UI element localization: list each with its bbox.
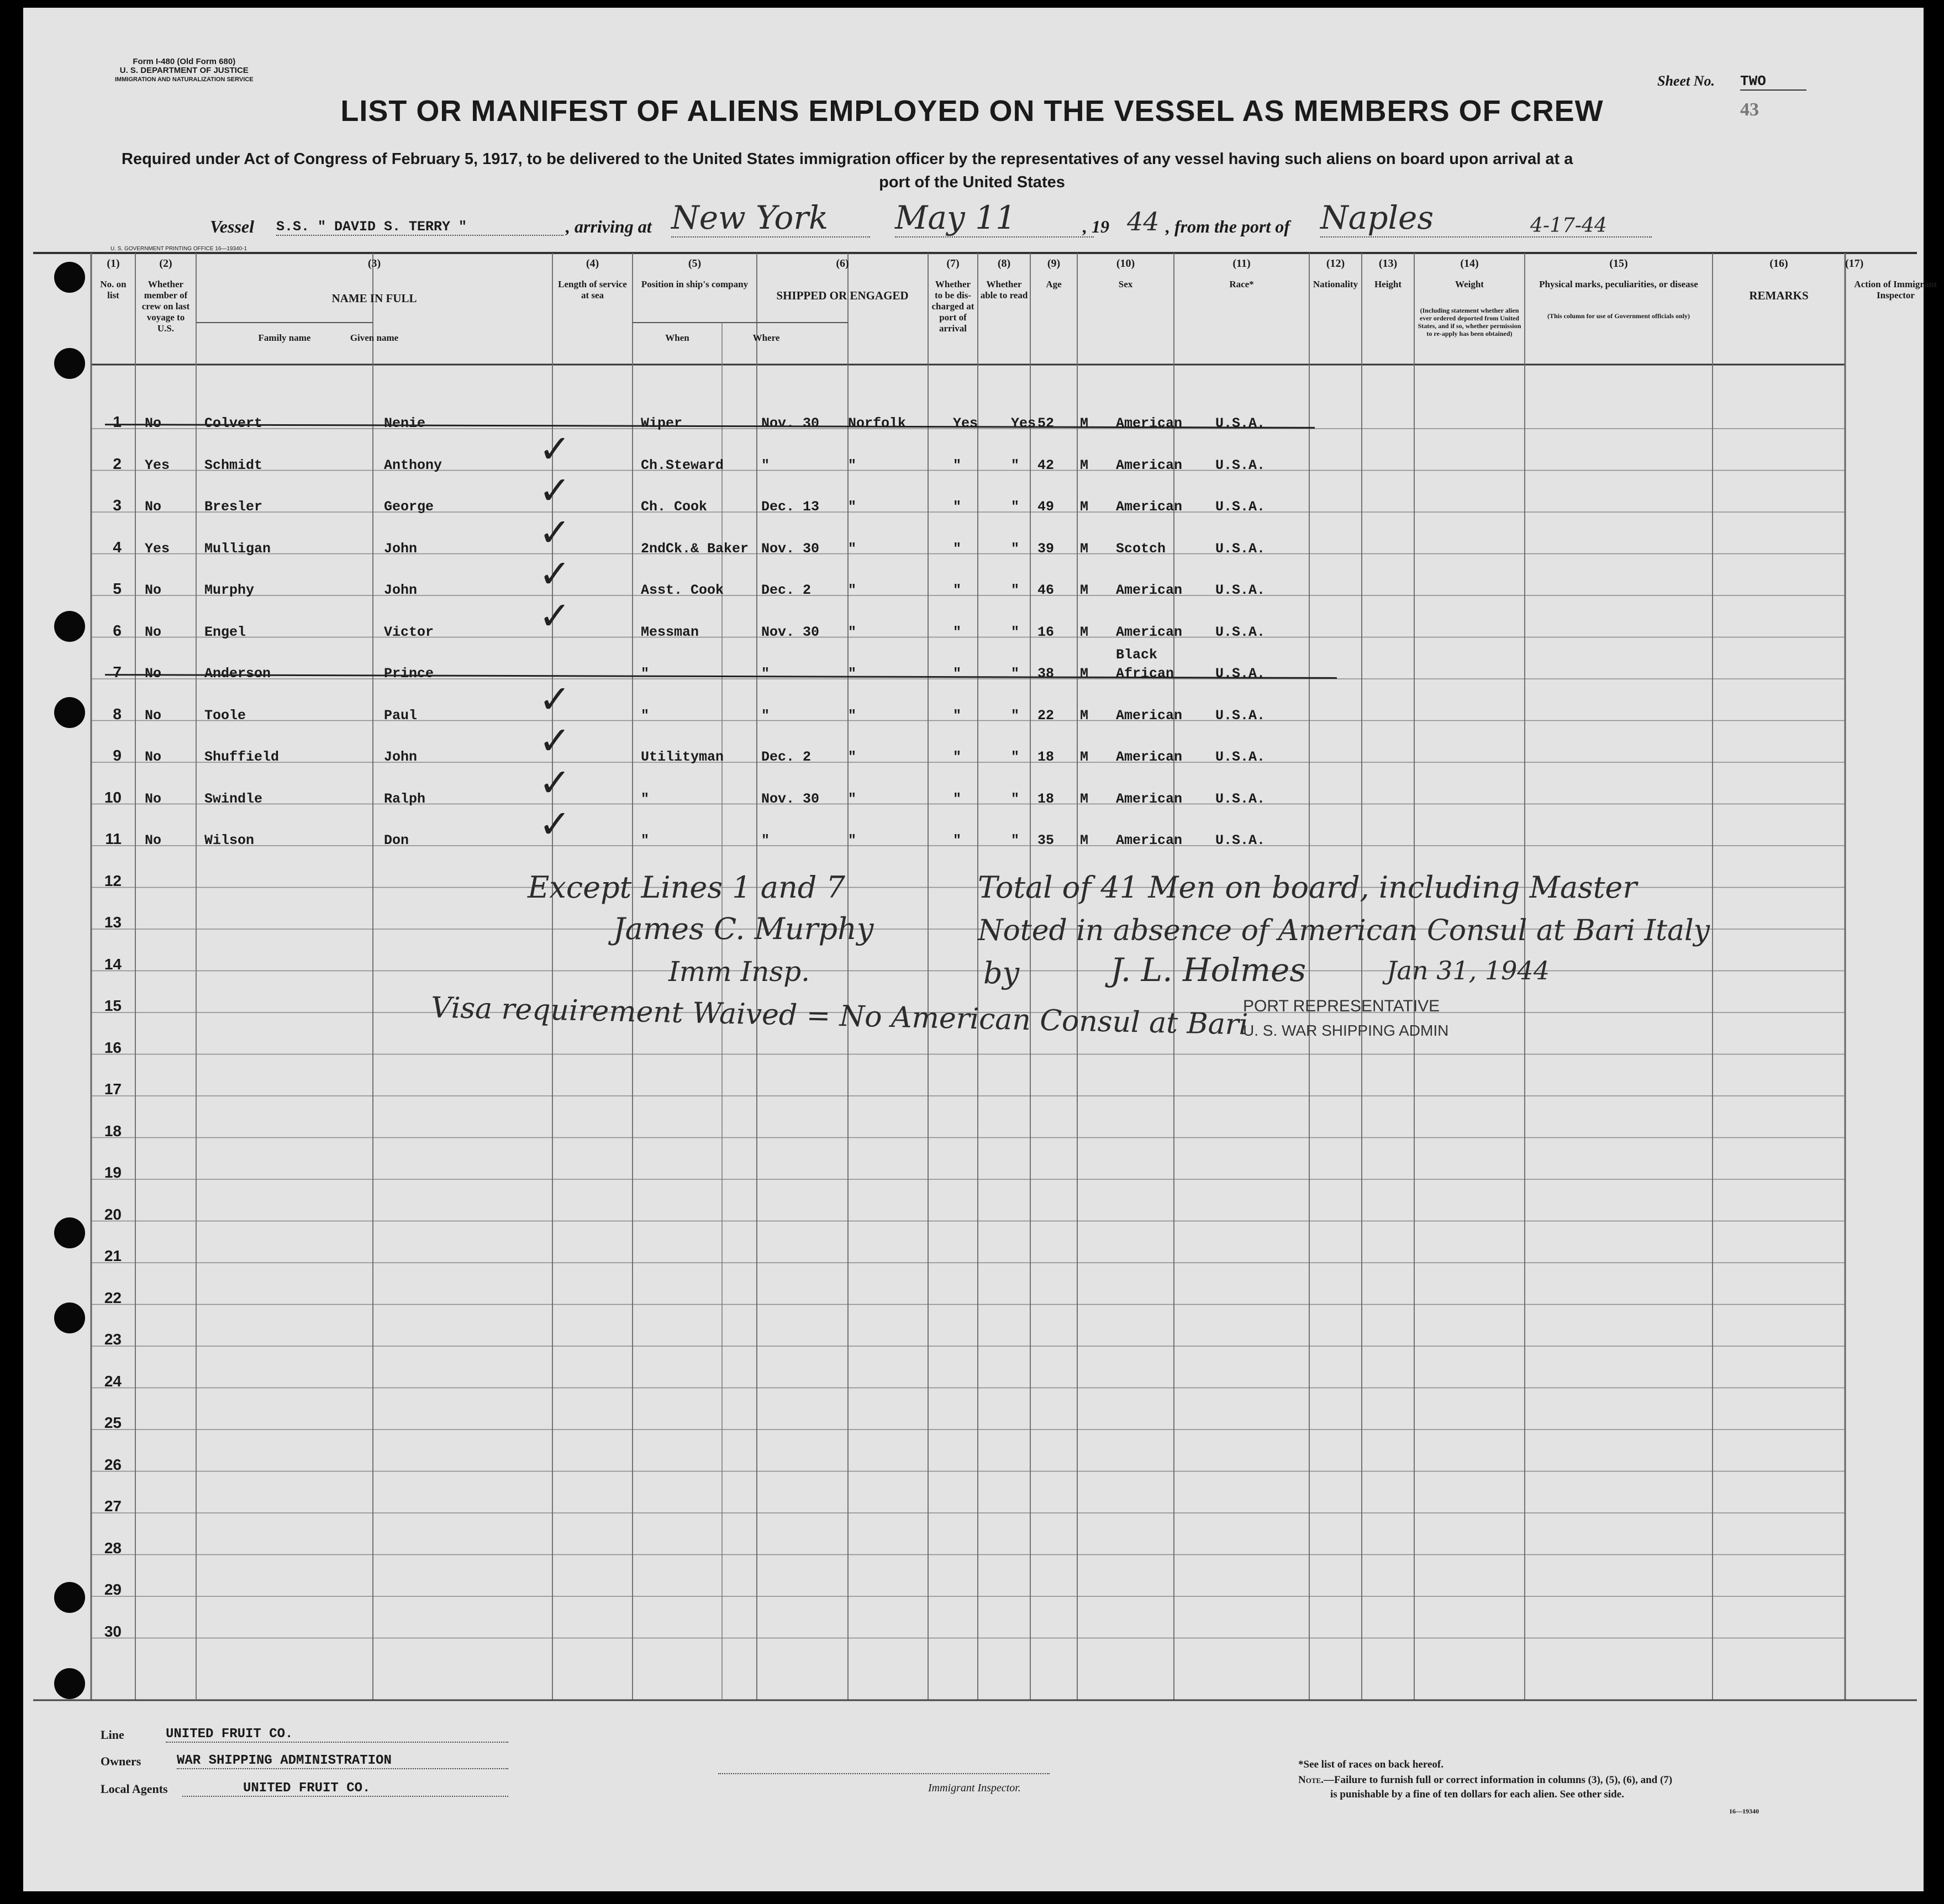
table-cell-given: Nenie — [384, 415, 426, 431]
holmes-date: Jan 31, 1944 — [1387, 956, 1550, 985]
row-number: 17 — [104, 1080, 122, 1098]
table-cell-family: Colvert — [204, 415, 263, 431]
row-number: 28 — [104, 1539, 122, 1557]
table-cell-read: " — [1011, 749, 1020, 765]
column-number: (8) — [997, 257, 1011, 270]
column-header-label: Physical marks, peculiarities, or disease — [1539, 279, 1698, 289]
table-cell-disch: " — [953, 540, 962, 557]
row-number: 23 — [104, 1331, 122, 1348]
table-cell-age: 38 — [1037, 666, 1055, 682]
column-number: (11) — [1232, 257, 1251, 270]
punch-hole — [54, 611, 85, 642]
table-cell-when: Dec. 2 — [761, 749, 812, 765]
inspector-title: Imm Insp. — [668, 956, 810, 988]
row-number: 24 — [104, 1372, 122, 1390]
table-cell-pos: Wiper — [641, 415, 683, 431]
row-number: 15 — [104, 997, 122, 1014]
holmes-signature: J. L. Holmes — [1110, 951, 1306, 989]
row-number: 4 — [113, 538, 122, 556]
table-cell-when: Nov. 30 — [761, 415, 820, 431]
table-cell-crew: Yes — [145, 540, 170, 557]
table-cell-age: 49 — [1037, 499, 1055, 515]
table-cell-read: " — [1011, 457, 1020, 473]
table-cell-age: 52 — [1037, 415, 1055, 431]
table-cell-race: American — [1116, 624, 1183, 640]
table-cell-disch: " — [953, 749, 962, 765]
table-cell-read: " — [1011, 582, 1020, 598]
table-cell-crew: No — [145, 415, 162, 431]
from-label: , from the port of — [1166, 217, 1290, 236]
table-cell-race: American — [1116, 832, 1183, 848]
column-header-label: Age — [1046, 279, 1062, 289]
row-number: 20 — [104, 1205, 122, 1223]
table-cell-given: John — [384, 582, 418, 598]
column-number: (1) — [107, 257, 120, 270]
row-number: 18 — [104, 1122, 122, 1140]
punch-hole — [54, 1582, 85, 1613]
table-cell-when: " — [761, 666, 770, 682]
checkmark-icon: ✓ — [539, 718, 571, 763]
form-code: 16—19340 — [1729, 1807, 1759, 1815]
table-cell-nat: U.S.A. — [1215, 499, 1266, 515]
vessel-name: S.S. " DAVID S. TERRY " — [276, 219, 563, 236]
departure-port: Naples — [1320, 199, 1652, 238]
column-number: (6) — [836, 257, 849, 270]
table-cell-where: " — [848, 666, 857, 682]
column-header-label: Whether member of crew on last voyage to U.S. — [141, 279, 190, 334]
table-cell-given: Victor — [384, 624, 434, 640]
row-number: 6 — [113, 621, 122, 639]
table-cell-crew: No — [145, 832, 162, 848]
remarks-note: (Including statement whether alien ever ordered deported from United States, and if so, whether permission to re-apply has been obtained) — [1418, 307, 1521, 337]
visa-waiver-note: Visa requirement Waived = No American Consul at Bari — [430, 991, 1248, 1042]
given-name-header: Given name — [350, 333, 399, 343]
table-cell-crew: No — [145, 749, 162, 765]
form-service: IMMIGRATION AND NATURALIZATION SERVICE — [115, 76, 254, 83]
row-number: 29 — [104, 1581, 122, 1598]
table-cell-disch: " — [953, 832, 962, 848]
table-cell-where: " — [848, 499, 857, 515]
checkmark-icon: ✓ — [539, 801, 571, 847]
table-cell-nat: U.S.A. — [1215, 749, 1266, 765]
table-cell-age: 39 — [1037, 540, 1055, 557]
table-cell-race: American — [1116, 499, 1183, 515]
table-cell-age: 18 — [1037, 749, 1055, 765]
table-cell-where: " — [848, 790, 857, 807]
table-cell-race: American — [1116, 790, 1183, 807]
noted-absence-note: Noted in absence of American Consul at Bari Italy — [978, 914, 1710, 947]
table-cell-when: " — [761, 832, 770, 848]
races-note: *See list of races on back hereof. — [1298, 1759, 1443, 1770]
table-cell-pos: Ch. Cook — [641, 499, 708, 515]
agents-label: Local Agents — [101, 1782, 168, 1796]
table-cell-nat: U.S.A. — [1215, 457, 1266, 473]
sheet-value: TWO — [1740, 73, 1806, 91]
column-number: (7) — [946, 257, 960, 270]
table-cell-sex: M — [1080, 415, 1089, 431]
row-number: 1 — [113, 413, 122, 430]
punch-hole — [54, 697, 85, 728]
row-number: 2 — [113, 455, 122, 472]
row-number: 12 — [104, 872, 122, 889]
column-number: (3) — [367, 257, 381, 270]
column-number: (10) — [1116, 257, 1135, 270]
where-header: Where — [752, 333, 780, 343]
table-cell-read: " — [1011, 624, 1020, 640]
row-number: 21 — [104, 1247, 122, 1264]
table-cell-pos: Ch.Steward — [641, 457, 724, 473]
agents-value: UNITED FRUIT CO. — [182, 1781, 508, 1797]
table-cell-given: George — [384, 499, 434, 515]
penalty-note — [1298, 1774, 1672, 1786]
inspector-signature: James C. Murphy — [613, 911, 874, 946]
row-number: 10 — [104, 788, 122, 806]
column-header-label: Height — [1374, 279, 1402, 289]
table-cell-crew: No — [145, 624, 162, 640]
table-cell-where: " — [848, 707, 857, 724]
table-cell-age: 18 — [1037, 790, 1055, 807]
row-number: 22 — [104, 1289, 122, 1306]
column-header-label: Action of Immigrant Inspector — [1854, 279, 1937, 300]
table-cell-pos: 2ndCk.& Baker — [641, 540, 749, 557]
table-cell-family: Bresler — [204, 499, 263, 515]
action-note: (This column for use of Government officials only) — [1547, 312, 1690, 320]
table-cell-given: Don — [384, 832, 409, 848]
row-number: 8 — [113, 705, 122, 722]
checkmark-icon: ✓ — [539, 426, 571, 472]
stamp-war-shipping: U. S. WAR SHIPPING ADMIN — [1243, 1022, 1449, 1039]
row-number: 14 — [104, 955, 122, 973]
row-number: 16 — [104, 1038, 122, 1056]
note-text-1: —Failure to furnish full or correct information in columns (3), (5), (6), and (7) — [1323, 1774, 1673, 1786]
table-cell-age: 42 — [1037, 457, 1055, 473]
punch-hole — [54, 1668, 85, 1699]
column-number: (12) — [1326, 257, 1345, 270]
table-cell-disch: " — [953, 499, 962, 515]
column-header-label: Whether able to read — [980, 279, 1028, 300]
table-cell-family: Shuffield — [204, 749, 280, 765]
table-cell-when: Nov. 30 — [761, 540, 820, 557]
inspector-signature-line — [718, 1773, 1050, 1774]
table-cell-sex: M — [1080, 624, 1089, 640]
table-cell-disch: " — [953, 624, 962, 640]
table-cell-given: Prince — [384, 666, 434, 682]
table-cell-where: " — [848, 582, 857, 598]
table-cell-nat: U.S.A. — [1215, 415, 1266, 431]
table-cell-age: 22 — [1037, 707, 1055, 724]
table-cell-crew: No — [145, 666, 162, 682]
table-cell-pos: " — [641, 832, 650, 848]
column-number: (2) — [159, 257, 172, 270]
table-cell-read: " — [1011, 707, 1020, 724]
arrival-date: May 11 — [895, 199, 1094, 238]
table-cell-pos: Messman — [641, 624, 699, 640]
table-cell-race: American — [1116, 457, 1183, 473]
table-cell-when: Nov. 30 — [761, 790, 820, 807]
table-cell-family: Swindle — [204, 790, 263, 807]
table-cell-crew: No — [145, 582, 162, 598]
owners-value: WAR SHIPPING ADMINISTRATION — [177, 1753, 508, 1769]
table-cell-pos: Utilityman — [641, 749, 724, 765]
table-cell-crew: No — [145, 499, 162, 515]
punch-hole — [54, 348, 85, 379]
except-lines-note: Except Lines 1 and 7 — [528, 870, 845, 905]
table-cell-family: Anderson — [204, 666, 271, 682]
row-number: 26 — [104, 1455, 122, 1473]
table-cell-disch: " — [953, 790, 962, 807]
when-header: When — [665, 333, 689, 343]
table-cell-given: Paul — [384, 707, 418, 724]
column-number: (15) — [1609, 257, 1628, 270]
punch-hole — [54, 262, 85, 293]
checkmark-icon: ✓ — [539, 760, 571, 805]
row-number: 30 — [104, 1622, 122, 1640]
table-cell-family: Mulligan — [204, 540, 271, 557]
column-header-label: NAME IN FULL — [331, 292, 417, 305]
row-number: 7 — [113, 663, 122, 681]
subtitle-line1: Required under Act of Congress of February 5, 1917, to be delivered to the United States immigration officer by the representatives of any vessel having such aliens on board upon arrival at a — [122, 150, 1573, 168]
table-cell-read: " — [1011, 540, 1020, 557]
column-header-label: REMARKS — [1749, 289, 1809, 302]
table-cell-read: Yes — [1011, 415, 1036, 431]
column-number: (9) — [1047, 257, 1061, 270]
table-cell-family: Toole — [204, 707, 246, 724]
table-cell-given: Anthony — [384, 457, 442, 473]
table-cell-age: 35 — [1037, 832, 1055, 848]
column-number: (5) — [688, 257, 702, 270]
column-header-label: Nationality — [1313, 279, 1358, 289]
column-number: (14) — [1460, 257, 1479, 270]
table-cell-pos: " — [641, 666, 650, 682]
table-cell-pos: " — [641, 707, 650, 724]
sheet-label: Sheet No. — [1657, 73, 1715, 89]
table-cell-sex: M — [1080, 499, 1089, 515]
form-number-line1: Form I-480 (Old Form 680) — [133, 57, 236, 66]
table-cell-sex: M — [1080, 457, 1089, 473]
table-cell-race: American — [1116, 415, 1183, 431]
note-label: Note. — [1298, 1774, 1324, 1786]
table-cell-where: " — [848, 832, 857, 848]
table-cell-race: American — [1116, 707, 1183, 724]
table-cell-where: Norfolk — [848, 415, 907, 431]
arrival-year: 44 — [1127, 207, 1160, 236]
punch-hole — [54, 1217, 85, 1248]
table-cell-read: " — [1011, 666, 1020, 682]
column-header-label: Length of service at sea — [558, 279, 627, 300]
column-number: (17) — [1845, 257, 1864, 270]
line-value: UNITED FRUIT CO. — [166, 1727, 508, 1743]
departure-date: 4-17-44 — [1530, 214, 1607, 237]
table-cell-nat: U.S.A. — [1215, 832, 1266, 848]
table-cell-family: Engel — [204, 624, 246, 640]
table-cell-when: " — [761, 457, 770, 473]
checkmark-icon: ✓ — [539, 509, 571, 555]
subtitle-line2: port of the United States — [879, 173, 1065, 191]
table-cell-sex: M — [1080, 790, 1089, 807]
column-header-label: Sex — [1118, 279, 1133, 289]
checkmark-icon: ✓ — [539, 676, 571, 722]
row-number: 3 — [113, 497, 122, 514]
form-department: U. S. DEPARTMENT OF JUSTICE — [119, 66, 249, 75]
printing-office: U. S. GOVERNMENT PRINTING OFFICE 16—19340-1 — [110, 246, 247, 252]
row-number: 9 — [113, 747, 122, 764]
table-cell-when: Dec. 13 — [761, 499, 820, 515]
page-number: 43 — [1740, 99, 1759, 120]
table-cell-family: Wilson — [204, 832, 255, 848]
table-cell-disch: " — [953, 666, 962, 682]
line-label: Line — [101, 1728, 124, 1742]
table-cell-sex: M — [1080, 707, 1089, 724]
table-cell-race-note: Black — [1116, 647, 1158, 663]
table-cell-age: 16 — [1037, 624, 1055, 640]
table-cell-pos: Asst. Cook — [641, 582, 724, 598]
table-cell-nat: U.S.A. — [1215, 540, 1266, 557]
table-cell-crew: Yes — [145, 457, 170, 473]
column-header-label: SHIPPED OR ENGAGED — [776, 289, 909, 302]
table-cell-sex: M — [1080, 540, 1089, 557]
checkmark-icon: ✓ — [539, 551, 571, 597]
table-cell-family: Murphy — [204, 582, 255, 598]
table-cell-disch: Yes — [953, 415, 978, 431]
table-cell-disch: " — [953, 582, 962, 598]
note-text-2: is punishable by a fine of ten dollars for each alien. See other side. — [1330, 1789, 1624, 1800]
table-cell-race: American — [1116, 582, 1183, 598]
punch-hole — [54, 1302, 85, 1333]
checkmark-icon: ✓ — [539, 468, 571, 513]
table-cell-given: Ralph — [384, 790, 426, 807]
table-cell-when: Nov. 30 — [761, 624, 820, 640]
row-number: 13 — [104, 914, 122, 931]
column-header-label: Race* — [1229, 279, 1254, 289]
checkmark-icon: ✓ — [539, 593, 571, 639]
column-number: (4) — [586, 257, 599, 270]
row-number: 19 — [104, 1164, 122, 1181]
table-cell-where: " — [848, 624, 857, 640]
table-cell-when: Dec. 2 — [761, 582, 812, 598]
vessel-label: Vessel — [210, 217, 254, 236]
by-label: by — [983, 956, 1020, 990]
column-header-label: Position in ship's company — [641, 279, 749, 289]
table-cell-nat: U.S.A. — [1215, 624, 1266, 640]
table-cell-nat: U.S.A. — [1215, 666, 1266, 682]
table-cell-sex: M — [1080, 666, 1089, 682]
total-crew-note: Total of 41 Men on board, including Master — [978, 870, 1637, 905]
table-cell-sex: M — [1080, 582, 1089, 598]
table-cell-read: " — [1011, 790, 1020, 807]
table-cell-when: " — [761, 707, 770, 724]
column-number: (16) — [1769, 257, 1788, 270]
table-cell-race: African — [1116, 666, 1174, 682]
arriving-port: New York — [671, 199, 870, 238]
row-number: 5 — [113, 580, 122, 597]
arriving-label: , arriving at — [566, 217, 652, 236]
table-cell-nat: U.S.A. — [1215, 582, 1266, 598]
table-cell-where: " — [848, 457, 857, 473]
table-cell-crew: No — [145, 707, 162, 724]
table-cell-race: American — [1116, 749, 1183, 765]
row-number: 27 — [104, 1497, 122, 1515]
table-cell-disch: " — [953, 707, 962, 724]
column-header-label: Weight — [1455, 279, 1484, 289]
year-prefix: , 19 — [1083, 217, 1109, 236]
stamp-port-representative: PORT REPRESENTATIVE — [1243, 997, 1440, 1015]
table-cell-race: Scotch — [1116, 540, 1166, 557]
table-cell-sex: M — [1080, 749, 1089, 765]
column-header-label: Whether to be dis-charged at port of arrival — [931, 279, 974, 334]
column-number: (13) — [1378, 257, 1398, 270]
table-cell-pos: " — [641, 790, 650, 807]
row-number: 11 — [105, 830, 122, 847]
table-cell-family: Schmidt — [204, 457, 263, 473]
table-cell-disch: " — [953, 457, 962, 473]
page-title: LIST OR MANIFEST OF ALIENS EMPLOYED ON THE VESSEL AS MEMBERS OF CREW — [340, 94, 1604, 128]
table-cell-given: John — [384, 749, 418, 765]
family-name-header: Family name — [258, 333, 311, 343]
table-cell-read: " — [1011, 499, 1020, 515]
table-cell-sex: M — [1080, 832, 1089, 848]
owners-label: Owners — [101, 1754, 141, 1768]
inspector-label: Immigrant Inspector. — [928, 1782, 1021, 1794]
table-cell-read: " — [1011, 832, 1020, 848]
table-cell-where: " — [848, 540, 857, 557]
table-cell-crew: No — [145, 790, 162, 807]
table-cell-nat: U.S.A. — [1215, 790, 1266, 807]
table-cell-given: John — [384, 540, 418, 557]
form-number — [115, 57, 254, 84]
table-cell-where: " — [848, 749, 857, 765]
row-number: 25 — [104, 1414, 122, 1431]
column-header-label: No. on list — [100, 279, 127, 300]
table-cell-age: 46 — [1037, 582, 1055, 598]
table-cell-nat: U.S.A. — [1215, 707, 1266, 724]
